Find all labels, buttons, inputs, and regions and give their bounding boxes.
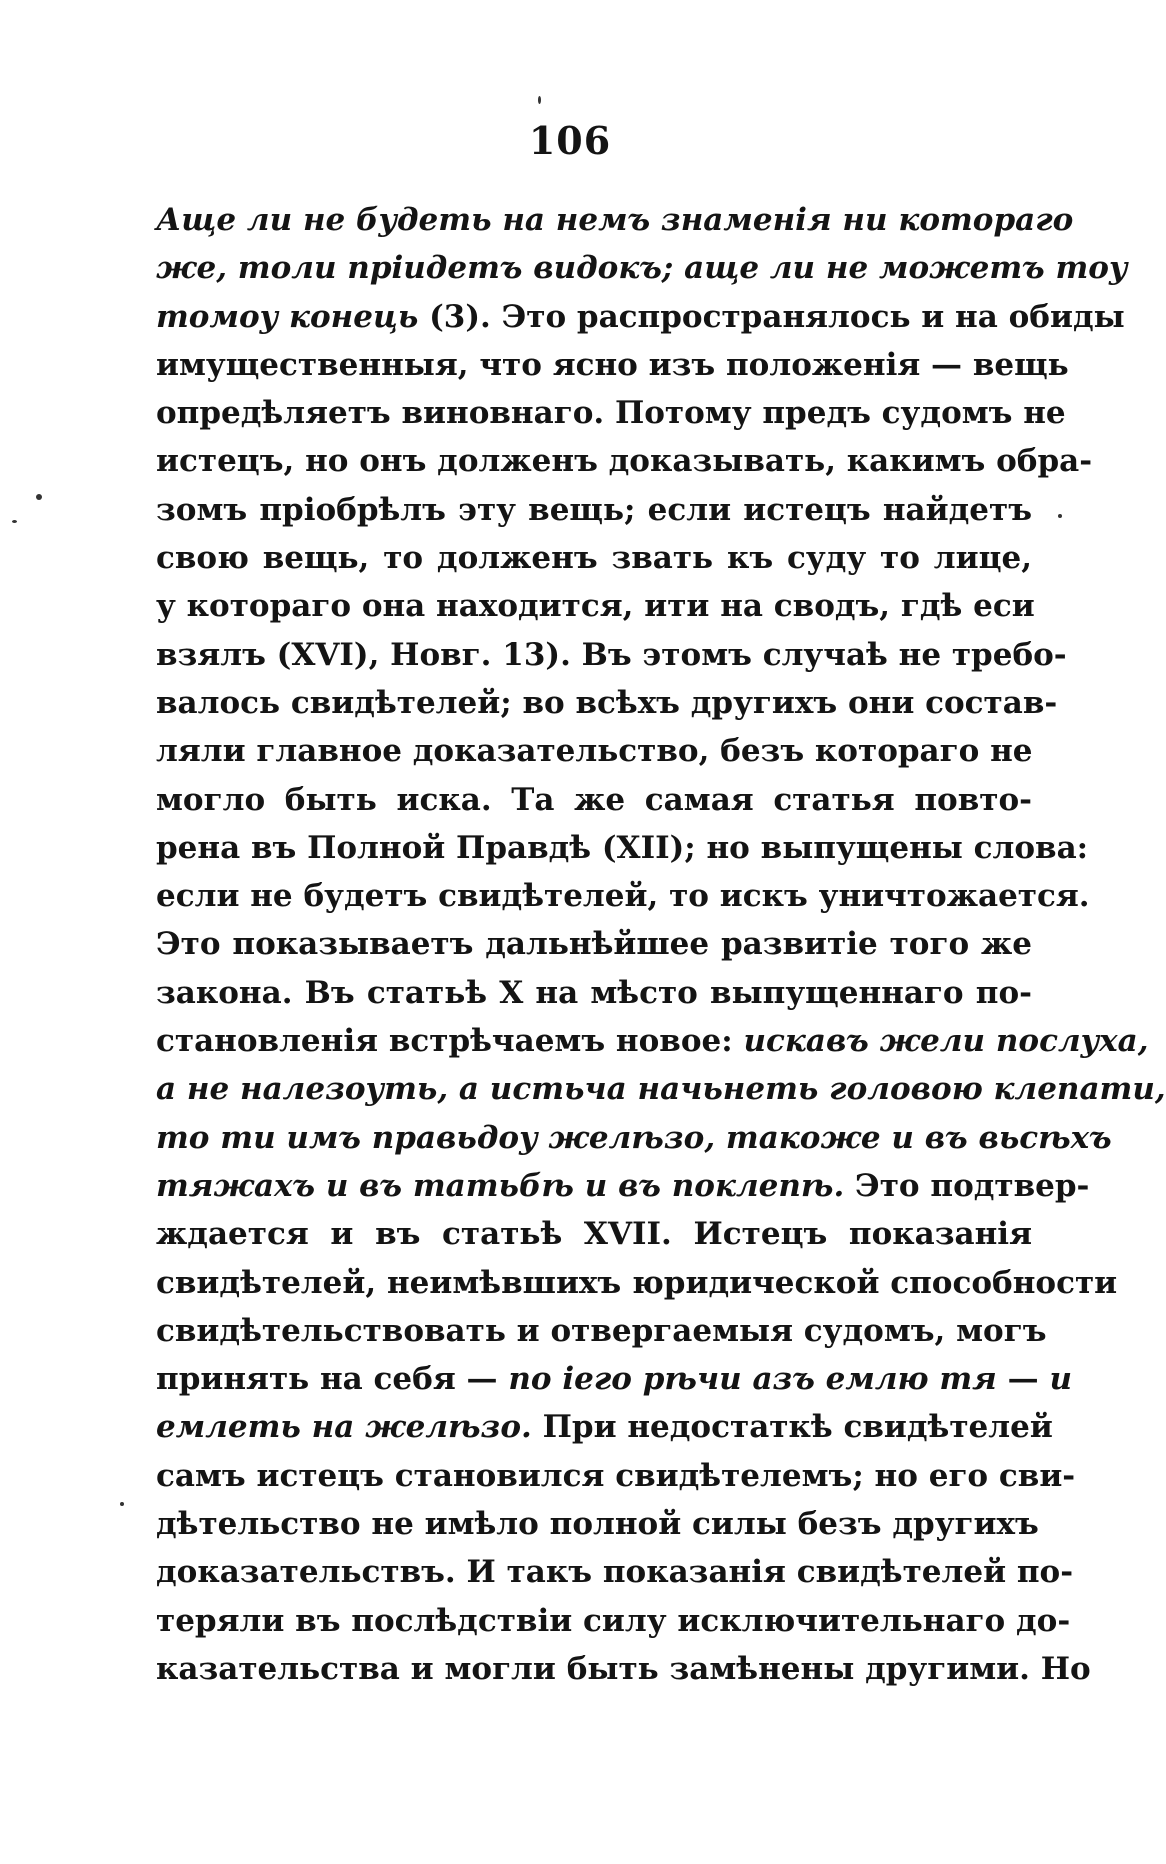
italic-quote-segment: томоу конець: [156, 298, 419, 335]
text-line: [156, 1500, 1039, 1548]
text-segment: (3). Это распространялось и на обиды: [418, 298, 1125, 335]
italic-quote-segment: тяжахъ и въ татьбѣ и въ поклепѣ.: [156, 1167, 845, 1204]
text-segment: истецъ, но онъ долженъ доказывать, какимъ обра-: [156, 443, 1093, 480]
text-segment: зомъ пріобрѣлъ эту вещь; если истецъ найдетъ: [156, 491, 1032, 528]
text-segment: свидѣтелей, неимѣвшихъ юридической способности: [156, 1264, 1118, 1301]
text-segment: свидѣтельствовать и отвергаемыя судомъ, могъ: [156, 1312, 1047, 1349]
text-line: [156, 582, 1035, 630]
scan-speck: [538, 96, 541, 104]
italic-quote-segment: и: [1049, 1361, 1072, 1398]
scan-speck: [12, 520, 17, 523]
text-segment: Это показываетъ дальнѣйшее развитіе того же: [156, 926, 1032, 963]
text-segment: теряли въ послѣдствіи силу исключительнаго до-: [156, 1602, 1071, 1639]
text-line: [156, 1162, 1090, 1210]
text-line: [156, 293, 1125, 341]
text-segment: могло быть иска. Та же самая статья повто-: [156, 781, 1032, 818]
text-segment: закона. Въ статьѣ X на мѣсто выпущеннаго по-: [156, 974, 1032, 1011]
italic-quote-segment: же, толи пріидетъ видокъ; аще ли не можетъ тоу: [156, 250, 1128, 287]
text-line: [156, 437, 1093, 485]
text-segment: взялъ (XVI), Новг. 13). Въ этомъ случаѣ не требо-: [156, 636, 1067, 673]
text-line: [156, 631, 1067, 679]
text-segment: имущественныя, что ясно изъ положенія — вещь: [156, 346, 1069, 383]
text-segment: валось свидѣтелей; во всѣхъ другихъ они состав-: [156, 684, 1058, 721]
text-line: [156, 1065, 1166, 1113]
text-segment: самъ истецъ становился свидѣтелемъ; но его сви-: [156, 1457, 1076, 1494]
text-segment: становленія встрѣчаемъ новое:: [156, 1023, 744, 1060]
text-line: [156, 244, 1128, 292]
italic-quote-segment: то ти имъ правьдоу желѣзо, такоже и въ вьсѣхъ: [156, 1119, 1112, 1156]
text-line: [156, 1355, 1072, 1403]
text-line: [156, 1452, 1076, 1500]
text-line: [156, 1597, 1071, 1645]
text-line: [156, 824, 1089, 872]
scan-speck: [120, 1502, 124, 1506]
text-line: [156, 776, 1032, 824]
italic-quote-segment: по іего рѣчи азъ емлю тя: [508, 1361, 997, 1398]
text-line: [156, 1259, 1118, 1307]
text-line: [156, 341, 1069, 389]
italic-quote-segment: а не налезоуть, а истьча начьнеть головою клепати,: [156, 1071, 1166, 1108]
text-line: [156, 727, 1032, 775]
scan-speck: [1058, 514, 1062, 518]
text-line: [156, 1017, 1149, 1065]
italic-quote-segment: искавъ жели послуха,: [743, 1023, 1149, 1060]
text-line: [156, 196, 1074, 244]
text-line: [156, 389, 1066, 437]
text-segment: если не будетъ свидѣтелей, то искъ уничтожается.: [156, 878, 1090, 915]
text-segment: опредѣляетъ виновнаго. Потому предъ судомъ не: [156, 395, 1066, 432]
text-line: [156, 1548, 1074, 1596]
text-line: [156, 1645, 1091, 1693]
text-line: [156, 1403, 1053, 1451]
text-segment: ляли главное доказательство, безъ котораго не: [156, 733, 1033, 770]
text-line: [156, 920, 1032, 968]
text-segment: свою вещь, то долженъ звать къ суду то лице,: [156, 540, 1032, 577]
text-segment: рена въ Полной Правдѣ (XII); но выпущены слова:: [156, 829, 1089, 866]
text-segment: доказательствъ. И такъ показанія свидѣтелей по-: [156, 1554, 1074, 1591]
scan-speck: [36, 494, 42, 500]
text-line: [156, 969, 1032, 1017]
text-line: [156, 1307, 1047, 1355]
text-line: [156, 534, 1032, 582]
text-segment: Это подтвер-: [844, 1167, 1090, 1204]
page-number: 106: [528, 118, 612, 163]
text-segment: казательства и могли быть замѣнены другими. Но: [156, 1650, 1091, 1687]
body-text: [156, 196, 1166, 1693]
text-segment: ждается и въ статьѣ XVII. Истецъ показанія: [156, 1216, 1032, 1253]
text-segment: —: [996, 1361, 1050, 1398]
italic-quote-segment: Аще ли не будеть на немъ знаменія ни котораго: [156, 202, 1074, 238]
text-line: [156, 679, 1058, 727]
italic-quote-segment: емлеть на желѣзо.: [156, 1409, 532, 1446]
text-segment: При недостаткѣ свидѣтелей: [531, 1409, 1053, 1446]
text-segment: у котораго она находится, ити на сводъ, гдѣ еси: [156, 588, 1035, 625]
text-line: [156, 486, 1032, 534]
text-line: [156, 872, 1090, 920]
text-line: [156, 1114, 1112, 1162]
text-line: [156, 1210, 1032, 1258]
text-segment: принять на себя —: [156, 1361, 509, 1398]
text-segment: дѣтельство не имѣло полной силы безъ другихъ: [156, 1506, 1039, 1543]
